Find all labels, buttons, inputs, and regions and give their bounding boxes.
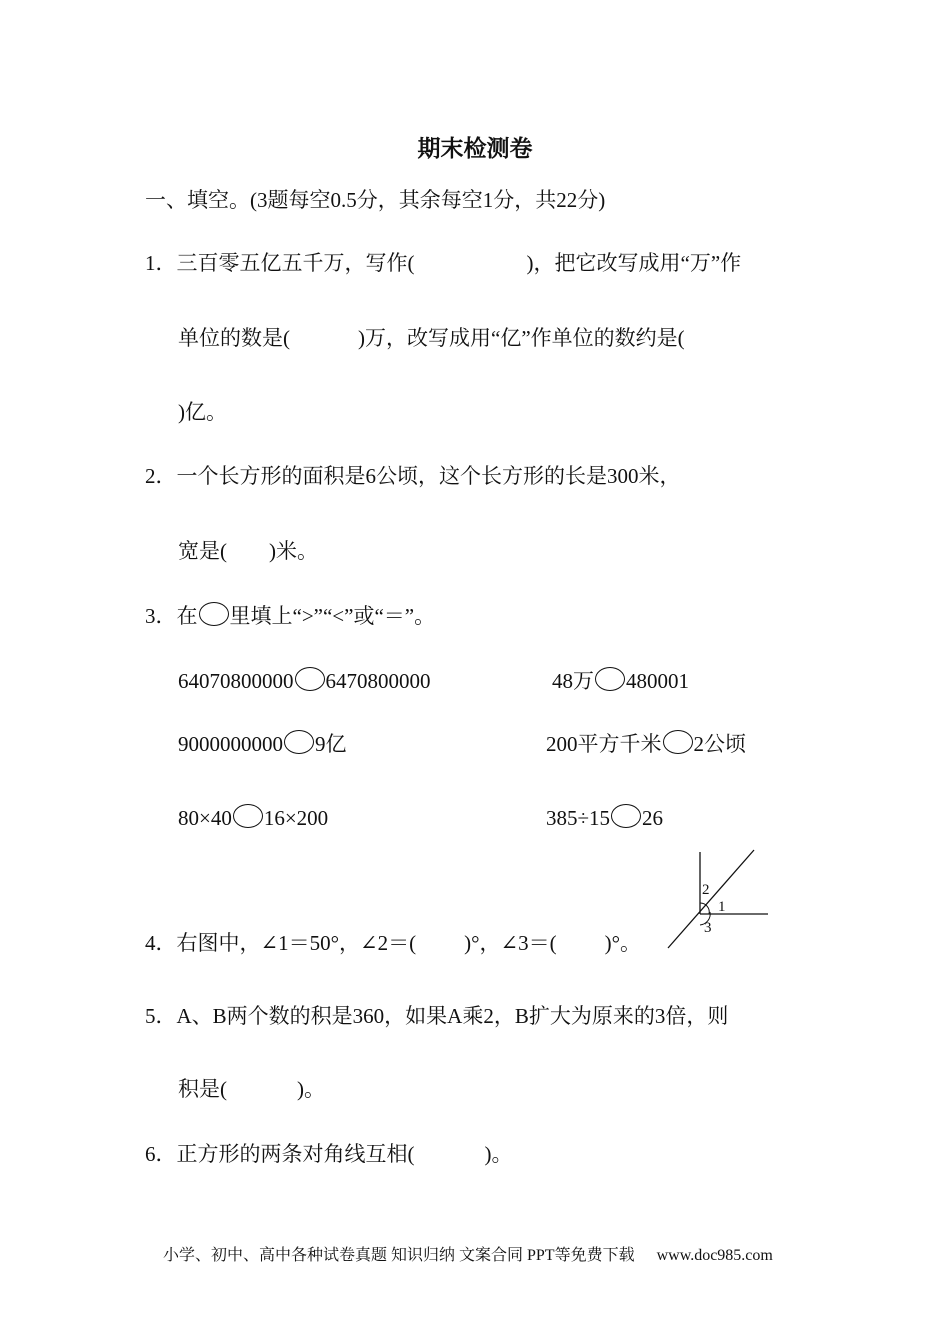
angle-label-2: 2 — [702, 882, 710, 898]
compare-right: 2公顷 — [693, 732, 746, 756]
question-text: 宽是( — [178, 539, 227, 563]
compare-left: 48万 — [552, 669, 594, 693]
angle-label-1: 1 — [718, 899, 726, 915]
question-number: 1． — [145, 251, 177, 275]
compare-item-6 — [546, 804, 663, 829]
footer-url[interactable]: www.doc985.com — [656, 1247, 773, 1264]
question-text: )。 — [297, 1077, 325, 1101]
question-number: 3． — [145, 604, 177, 628]
compare-left: 80×40 — [178, 806, 232, 830]
question-text: )亿。 — [178, 400, 227, 424]
compare-right: 6470800000 — [325, 669, 431, 693]
question-2-line-2 — [178, 541, 318, 562]
page-title: 期末检测卷 — [417, 136, 533, 162]
compare-item-3 — [178, 730, 347, 755]
section-heading: 一、填空。(3题每空0.5分，其余每空1分，共22分) — [145, 188, 606, 212]
compare-item-4 — [546, 730, 746, 755]
compare-left: 385÷15 — [546, 806, 611, 830]
question-text: )°，∠3＝( — [464, 931, 557, 955]
question-5-line-1 — [145, 1006, 728, 1027]
compare-circle — [611, 804, 641, 828]
question-text: )°。 — [604, 931, 641, 955]
question-text: 单位的数是( — [178, 326, 290, 350]
compare-circle — [199, 602, 229, 626]
compare-right: 26 — [642, 806, 664, 830]
compare-item-2 — [552, 667, 689, 692]
question-5-line-2 — [178, 1079, 325, 1100]
angle-arc — [700, 903, 709, 914]
question-text: 三百零五亿五千万，写作( — [176, 251, 415, 275]
question-1-line-2 — [178, 328, 685, 349]
compare-circle — [295, 667, 325, 691]
question-text: 积是( — [178, 1077, 227, 1101]
compare-right: 16×200 — [263, 806, 329, 830]
compare-item-1 — [178, 667, 431, 692]
question-number: 6． — [145, 1142, 177, 1166]
compare-right: 9亿 — [315, 732, 347, 756]
compare-right: 480001 — [626, 669, 689, 693]
page-footer — [163, 1248, 773, 1264]
question-text: 里填上“>”“<”或“＝”。 — [229, 604, 436, 628]
compare-left: 200平方千米 — [546, 732, 662, 756]
angle-diagram — [664, 848, 774, 952]
compare-item-5 — [178, 804, 328, 829]
question-text: 正方形的两条对角线互相( — [176, 1142, 415, 1166]
question-text: 右图中，∠1＝50°，∠2＝( — [176, 931, 417, 955]
question-text: A、B两个数的积是360，如果A乘2，B扩大为原来的3倍，则 — [176, 1004, 729, 1028]
footer-text: 小学、初中、高中各种试卷真题 知识归纳 文案合同 PPT等免费下载 — [163, 1247, 635, 1264]
question-4 — [145, 933, 641, 954]
compare-circle — [663, 730, 693, 754]
compare-circle — [233, 804, 263, 828]
question-text: )米。 — [269, 539, 318, 563]
compare-left: 9000000000 — [178, 732, 283, 756]
question-number: 2． — [145, 464, 177, 488]
question-number: 4． — [145, 931, 177, 955]
question-3-prompt — [145, 602, 435, 627]
question-number: 5． — [145, 1004, 177, 1028]
question-text: )。 — [484, 1142, 513, 1166]
question-1-line-1 — [145, 253, 741, 274]
question-text: 在 — [176, 604, 198, 628]
compare-circle — [284, 730, 314, 754]
angle-label-3: 3 — [704, 920, 712, 936]
compare-circle — [595, 667, 625, 691]
question-text: )，把它改写成用“万”作 — [526, 251, 742, 275]
question-2-line-1 — [145, 466, 681, 487]
question-1-line-3 — [178, 402, 227, 423]
question-6 — [145, 1144, 513, 1165]
question-text: 一个长方形的面积是6公顷，这个长方形的长是300米， — [176, 464, 681, 488]
question-text: )万，改写成用“亿”作单位的数约是( — [358, 326, 685, 350]
compare-left: 64070800000 — [178, 669, 294, 693]
